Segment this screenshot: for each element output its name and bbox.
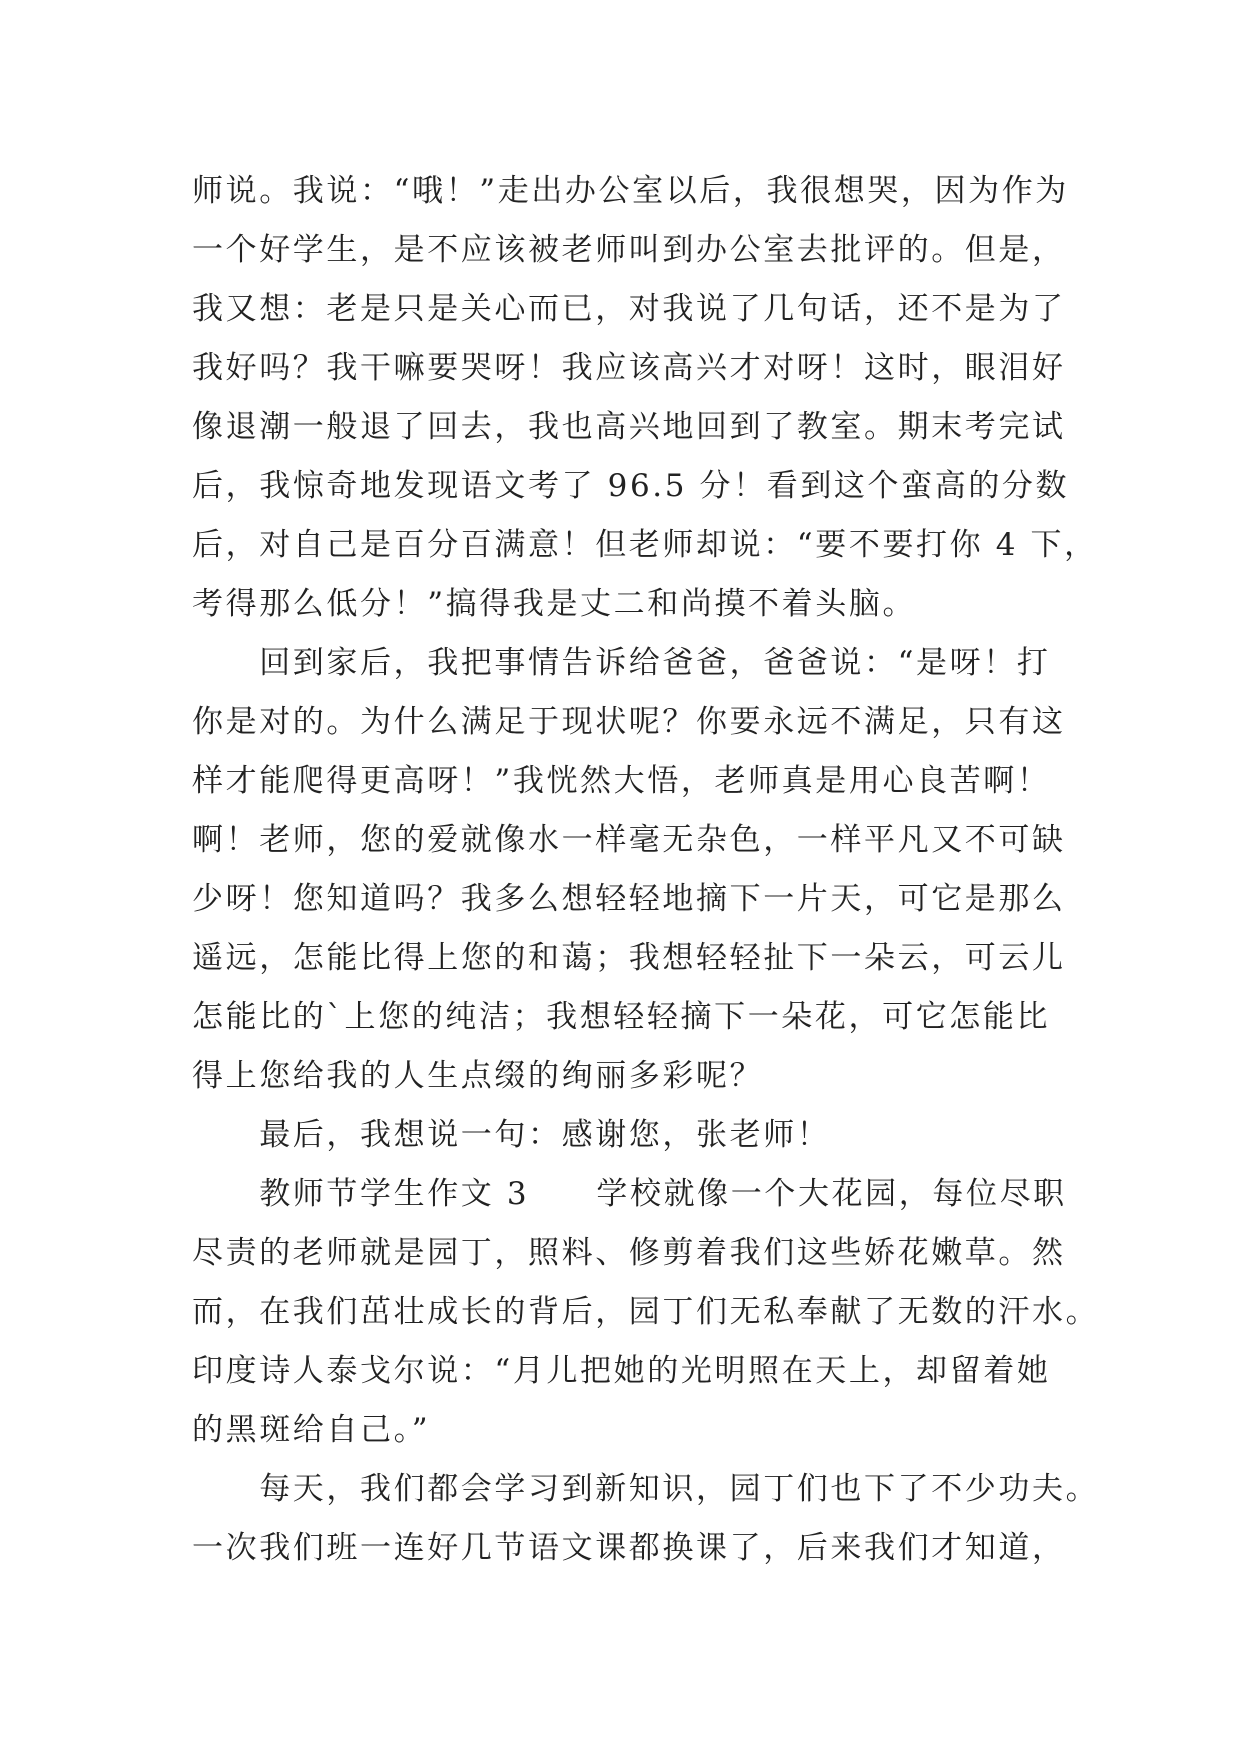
text-line: 样才能爬得更高呀！”我恍然大悟，老师真是用心良苦啊！: [192, 763, 1051, 799]
text-line: 怎能比的`上您的纯洁；我想轻轻摘下一朵花，可它怎能比: [192, 999, 1051, 1035]
text-line: 的黑斑给自己。”: [192, 1412, 431, 1448]
text-line: 印度诗人泰戈尔说：“月儿把她的光明照在天上，却留着她: [192, 1353, 1051, 1389]
text-line: 每天，我们都会学习到新知识，园丁们也下了不少功夫。: [192, 1471, 1100, 1507]
text-line: 考得那么低分！”搞得我是丈二和尚摸不着头脑。: [192, 586, 917, 622]
text-line: 啊！老师，您的爱就像水一样毫无杂色，一样平凡又不可缺: [192, 822, 1066, 858]
text-line: 教师节学生作文 3 学校就像一个大花园，每位尽职: [192, 1176, 1067, 1212]
text-line: 回到家后，我把事情告诉给爸爸，爸爸说：“是呀！打: [192, 645, 1051, 681]
text-line: 而，在我们茁壮成长的背后，园丁们无私奉献了无数的汗水。: [192, 1294, 1100, 1330]
text-line: 一次我们班一连好几节语文课都换课了，后来我们才知道，: [192, 1530, 1066, 1566]
text-line: 遥远，怎能比得上您的和蔼；我想轻轻扯下一朵云，可云儿: [192, 940, 1066, 976]
text-line: 尽责的老师就是园丁，照料、修剪着我们这些娇花嫩草。然: [192, 1235, 1066, 1271]
text-line: 得上您给我的人生点缀的绚丽多彩呢？: [192, 1058, 764, 1094]
text-line: 最后，我想说一句：感谢您，张老师！: [192, 1117, 831, 1153]
essay-text: [192, 162, 1100, 1578]
text-line: 后，我惊奇地发现语文考了 96.5 分！看到这个蛮高的分数: [192, 468, 1070, 504]
text-line: 少呀！您知道吗？我多么想轻轻地摘下一片天，可它是那么: [192, 881, 1066, 917]
text-line: 我好吗？我干嘛要哭呀！我应该高兴才对呀！这时，眼泪好: [192, 350, 1066, 386]
text-line: 像退潮一般退了回去，我也高兴地回到了教室。期末考完试: [192, 409, 1066, 445]
text-line: 一个好学生，是不应该被老师叫到办公室去批评的。但是，: [192, 232, 1066, 268]
text-line: 师说。我说：“哦！”走出办公室以后，我很想哭，因为作为: [192, 173, 1069, 209]
text-line: 后，对自己是百分百满意！但老师却说：“要不要打你 4 下，: [192, 527, 1098, 563]
text-line: 你是对的。为什么满足于现状呢？你要永远不满足，只有这: [192, 704, 1066, 740]
text-line: 我又想：老是只是关心而已，对我说了几句话，还不是为了: [192, 291, 1066, 327]
